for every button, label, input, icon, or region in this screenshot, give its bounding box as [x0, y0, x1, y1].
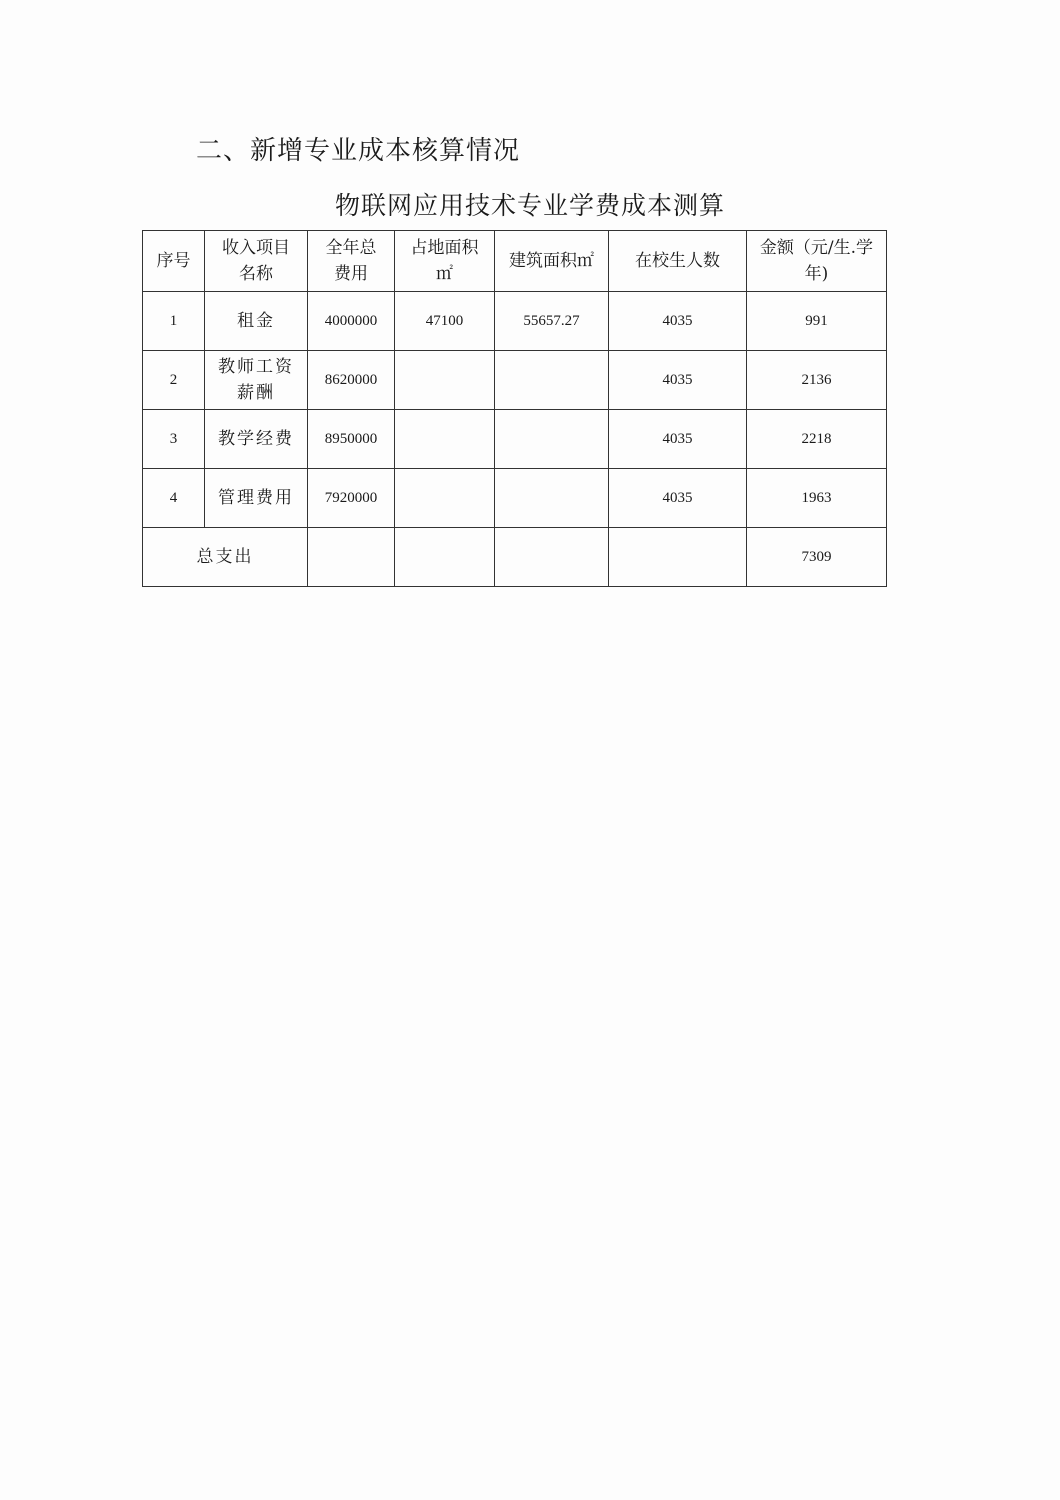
cell-item-label: 租金 — [237, 311, 275, 330]
cell-land-area — [395, 469, 495, 528]
cell-item-label: 教学经费 — [218, 429, 294, 448]
header-label-no: 序号 — [156, 251, 191, 271]
header-label-students: 在校生人数 — [635, 251, 720, 271]
cell-building-area — [495, 469, 609, 528]
cell-amount: 1963 — [747, 469, 887, 528]
cell-annual-total: 8950000 — [308, 410, 395, 469]
cell-amount: 2136 — [747, 351, 887, 410]
total-cell-annual-total — [308, 528, 395, 587]
header-cell-land-area — [395, 231, 495, 292]
header-cell-no — [143, 231, 205, 292]
cell-annual-total: 8620000 — [308, 351, 395, 410]
total-cell-students — [609, 528, 747, 587]
cell-land-area — [395, 410, 495, 469]
cost-table — [142, 230, 887, 587]
cell-amount: 991 — [747, 292, 887, 351]
table-row — [143, 351, 887, 410]
cell-annual-total: 7920000 — [308, 469, 395, 528]
cell-students: 4035 — [609, 410, 747, 469]
table-title: 物联网应用技术专业学费成本测算 — [334, 191, 725, 220]
cell-item — [205, 410, 308, 469]
cell-item — [205, 292, 308, 351]
total-amount: 7309 — [747, 528, 887, 587]
header-cell-item — [205, 231, 308, 292]
cell-building-area — [495, 351, 609, 410]
cell-item-label: 管理费用 — [218, 488, 294, 507]
table-row — [143, 469, 887, 528]
table-row — [143, 410, 887, 469]
header-label-building-area: 建筑面积㎡ — [509, 251, 594, 271]
header-cell-amount — [747, 231, 887, 292]
cell-item-label: 教师工资薪酬 — [218, 357, 294, 402]
header-label-amount: 金额（元/生.学年) — [759, 238, 874, 284]
cell-building-area — [495, 410, 609, 469]
header-cell-students — [609, 231, 747, 292]
header-label-item: 收入项目名称 — [222, 238, 290, 284]
cell-annual-total: 4000000 — [308, 292, 395, 351]
section-heading: 二、新增专业成本核算情况 — [196, 136, 521, 166]
table-header-row — [143, 231, 887, 292]
cell-no: 4 — [143, 469, 205, 528]
header-label-land-area: 占地面积㎡ — [410, 238, 479, 284]
cell-students: 4035 — [609, 292, 747, 351]
table-total-row — [143, 528, 887, 587]
cell-students: 4035 — [609, 351, 747, 410]
table-row — [143, 292, 887, 351]
cell-land-area: 47100 — [395, 292, 495, 351]
cell-no: 3 — [143, 410, 205, 469]
cell-amount: 2218 — [747, 410, 887, 469]
cell-no: 1 — [143, 292, 205, 351]
header-label-annual-total: 全年总费用 — [325, 238, 377, 284]
cell-students: 4035 — [609, 469, 747, 528]
total-cell-land-area — [395, 528, 495, 587]
header-cell-building-area — [495, 231, 609, 292]
cell-building-area: 55657.27 — [495, 292, 609, 351]
total-label: 总支出 — [143, 528, 308, 587]
cell-item — [205, 351, 308, 410]
cell-item — [205, 469, 308, 528]
cell-land-area — [395, 351, 495, 410]
cell-no: 2 — [143, 351, 205, 410]
header-cell-annual-total — [308, 231, 395, 292]
total-cell-building-area — [495, 528, 609, 587]
